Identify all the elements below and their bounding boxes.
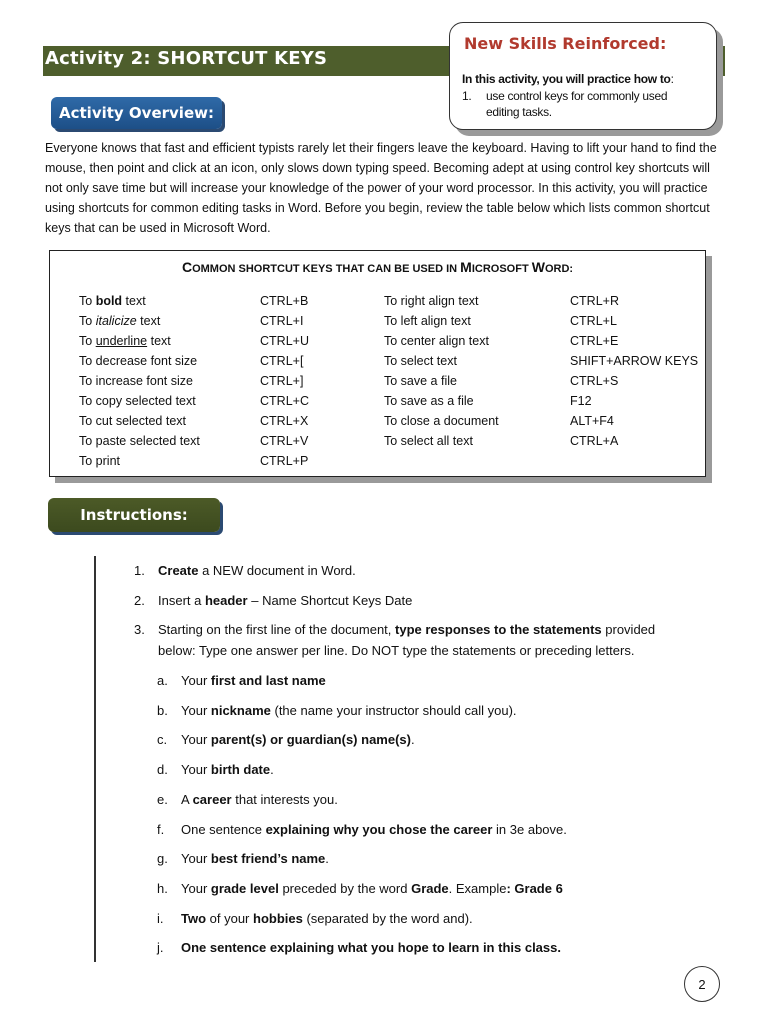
- subitem-letter: j.: [157, 940, 164, 955]
- shortcut-key: CTRL+E: [570, 334, 619, 348]
- shortcut-key: CTRL+X: [260, 414, 309, 428]
- skills-item-number: 1.: [462, 89, 472, 103]
- text: Your: [181, 673, 211, 688]
- subitem-text: [181, 911, 473, 926]
- bold-text: Create: [158, 563, 199, 578]
- shortcut-label-styled: italicize: [95, 314, 137, 328]
- text: – Name Shortcut Keys Date: [247, 593, 413, 608]
- shortcut-key: CTRL+L: [570, 314, 617, 328]
- shortcut-label: To right align text: [384, 294, 479, 308]
- subitem-text: [181, 940, 561, 955]
- subitem-text: [181, 762, 274, 777]
- step-text: [158, 622, 655, 637]
- bold-text: best friend’s name: [210, 851, 326, 866]
- title-cap-m: M: [460, 259, 472, 275]
- subitem-letter: c.: [157, 732, 168, 747]
- title-cap-w: W: [531, 259, 545, 275]
- bold-text: type responses to the statements: [395, 622, 602, 637]
- bold-text: explaining why you chose the career: [265, 822, 493, 837]
- bold-text: Two: [181, 911, 207, 926]
- step-number: 1.: [134, 563, 145, 578]
- shortcut-label-post: text: [136, 314, 161, 328]
- text: .: [410, 732, 415, 747]
- subitem-letter: i.: [157, 911, 164, 926]
- subitem-letter: b.: [157, 703, 168, 718]
- bold-text: first and last name: [210, 673, 326, 688]
- activity-overview-label: Activity Overview:: [51, 97, 222, 129]
- shortcut-label: To select text: [384, 354, 457, 368]
- bold-text: birth date: [210, 762, 271, 777]
- text: . Example: [448, 881, 507, 896]
- shortcut-key: CTRL+I: [260, 314, 304, 328]
- title-part-2: ICROSOFT: [471, 263, 532, 275]
- shortcut-label: [79, 414, 186, 428]
- shortcut-key: CTRL+[: [260, 354, 304, 368]
- step-text: [158, 643, 634, 658]
- shortcut-key: CTRL+C: [260, 394, 309, 408]
- bold-text: nickname: [210, 703, 271, 718]
- shortcut-key: CTRL+V: [260, 434, 309, 448]
- shortcut-label-styled: bold: [95, 294, 123, 308]
- subitem-letter: e.: [157, 792, 168, 807]
- text: A: [181, 792, 193, 807]
- shortcut-label: [79, 314, 160, 328]
- subitem-letter: d.: [157, 762, 168, 777]
- skills-callout: [449, 22, 717, 130]
- shortcut-label: [79, 354, 197, 368]
- shortcut-key: ALT+F4: [570, 414, 614, 428]
- shortcut-label-pre: To: [79, 294, 96, 308]
- shortcut-label-pre: To: [79, 334, 96, 348]
- shortcut-label: [79, 374, 193, 388]
- skills-title: New Skills Reinforced:: [464, 34, 667, 53]
- shortcut-key: SHIFT+ARROW KEYS: [570, 354, 699, 368]
- bold-text: parent(s) or guardian(s) name(s): [210, 732, 411, 747]
- shortcut-label-styled: underline: [95, 334, 148, 348]
- bold-text: career: [192, 792, 232, 807]
- shortcut-label: To center align text: [384, 334, 489, 348]
- step-number: 2.: [134, 593, 145, 608]
- bold-text: grade level: [210, 881, 279, 896]
- title-part-3: ORD:: [544, 263, 574, 275]
- subitem-letter: h.: [157, 881, 168, 896]
- bold-text: header: [204, 593, 248, 608]
- shortcut-label-pre: To copy selected text: [79, 394, 196, 408]
- shortcut-label: To save a file: [384, 374, 457, 388]
- step-text: [158, 563, 356, 578]
- skills-item-text: use control keys for commonly used editing tasks.: [486, 89, 668, 119]
- title-cap-c: C: [181, 259, 193, 275]
- subitem-text: [181, 822, 567, 837]
- shortcut-label: To save as a file: [384, 394, 474, 408]
- shortcut-label: To select all text: [384, 434, 473, 448]
- shortcut-label: [79, 334, 171, 348]
- shortcut-label-post: text: [147, 334, 171, 348]
- instructions-label: Instructions:: [48, 498, 220, 532]
- bold-text: One sentence explaining what you hope to learn in this class.: [181, 940, 561, 955]
- shortcut-label: [79, 454, 120, 468]
- shortcut-label-pre: To print: [79, 454, 120, 468]
- text: Starting on the first line of the document,: [158, 622, 396, 637]
- shortcut-label: [79, 394, 196, 408]
- subitem-text: [181, 881, 563, 896]
- text: Your: [181, 703, 211, 718]
- subitem-letter: f.: [157, 822, 165, 837]
- text: in 3e above.: [492, 822, 567, 837]
- shortcut-label-pre: To paste selected text: [79, 434, 200, 448]
- step-number: 3.: [134, 622, 145, 637]
- text: provided: [601, 622, 656, 637]
- bold-text: Grade: [411, 881, 449, 896]
- text: that interests you.: [231, 792, 338, 807]
- shortcut-key: CTRL+]: [260, 374, 304, 388]
- shortcut-label-pre: To decrease font size: [79, 354, 198, 368]
- subitem-text: [181, 732, 415, 747]
- text: of your: [206, 911, 253, 926]
- shortcut-label: To close a document: [384, 414, 499, 428]
- text: Your: [181, 881, 211, 896]
- text: preceded by the word: [278, 881, 412, 896]
- shortcut-label: [79, 434, 200, 448]
- shortcut-label: To left align text: [384, 314, 471, 328]
- shortcut-table-title: [50, 259, 705, 275]
- subitem-text: [181, 851, 329, 866]
- shortcut-label-pre: To increase font size: [79, 374, 193, 388]
- bold-text: hobbies: [253, 911, 303, 926]
- text: Insert a: [158, 593, 205, 608]
- overview-paragraph: Everyone knows that fast and efficient typists rarely let their fingers leave the keyboard. Having to lift your hand to find the mouse, then point and click at an icon, only slows down typing speed. Becoming adept at using control key shortcuts will not only save time but will increase your knowledge of the power of your word processor. In this activity, you will practice using shortcuts for common editing tasks in Word. Before you begin, review the table below which lists common shortcut keys that can be used in Microsoft Word.: [45, 141, 717, 235]
- text: Your: [181, 762, 211, 777]
- shortcut-key: CTRL+S: [570, 374, 619, 388]
- text: (separated by the word and).: [302, 911, 473, 926]
- skills-intro-text: In this activity, you will practice how to: [462, 72, 671, 86]
- text: Your: [181, 851, 211, 866]
- subitem-text: [181, 703, 517, 718]
- shortcut-table: [49, 250, 706, 477]
- text: (the name your instructor should call you).: [270, 703, 517, 718]
- subitem-letter: a.: [157, 673, 168, 688]
- text: Your: [181, 732, 211, 747]
- skills-intro-colon: :: [670, 72, 674, 86]
- text: One sentence: [181, 822, 266, 837]
- subitem-text: [181, 792, 338, 807]
- shortcut-key: F12: [570, 394, 592, 408]
- subitem-text: [181, 673, 326, 688]
- title-part-1: OMMON SHORTCUT KEYS THAT CAN BE USED IN: [192, 263, 461, 275]
- text: below: Type one answer per line. Do NOT type the statements or preceding letters.: [158, 643, 635, 658]
- page-number: 2: [684, 966, 720, 1002]
- activity-title: Activity 2: SHORTCUT KEYS: [45, 48, 328, 69]
- instructions-margin-line: [94, 556, 96, 962]
- shortcut-key: CTRL+R: [570, 294, 619, 308]
- shortcut-label-pre: To: [79, 314, 96, 328]
- shortcut-key: CTRL+U: [260, 334, 309, 348]
- shortcut-label: [79, 294, 146, 308]
- shortcut-label-post: text: [122, 294, 146, 308]
- bold-text: : Grade 6: [506, 881, 563, 896]
- shortcut-label-pre: To cut selected text: [79, 414, 187, 428]
- text: .: [325, 851, 329, 866]
- skills-intro: [462, 72, 674, 86]
- subitem-letter: g.: [157, 851, 168, 866]
- step-text: [158, 593, 412, 608]
- shortcut-key: CTRL+P: [260, 454, 309, 468]
- shortcut-key: CTRL+A: [570, 434, 619, 448]
- shortcut-key: CTRL+B: [260, 294, 309, 308]
- text: .: [270, 762, 274, 777]
- text: a NEW document in Word.: [198, 563, 356, 578]
